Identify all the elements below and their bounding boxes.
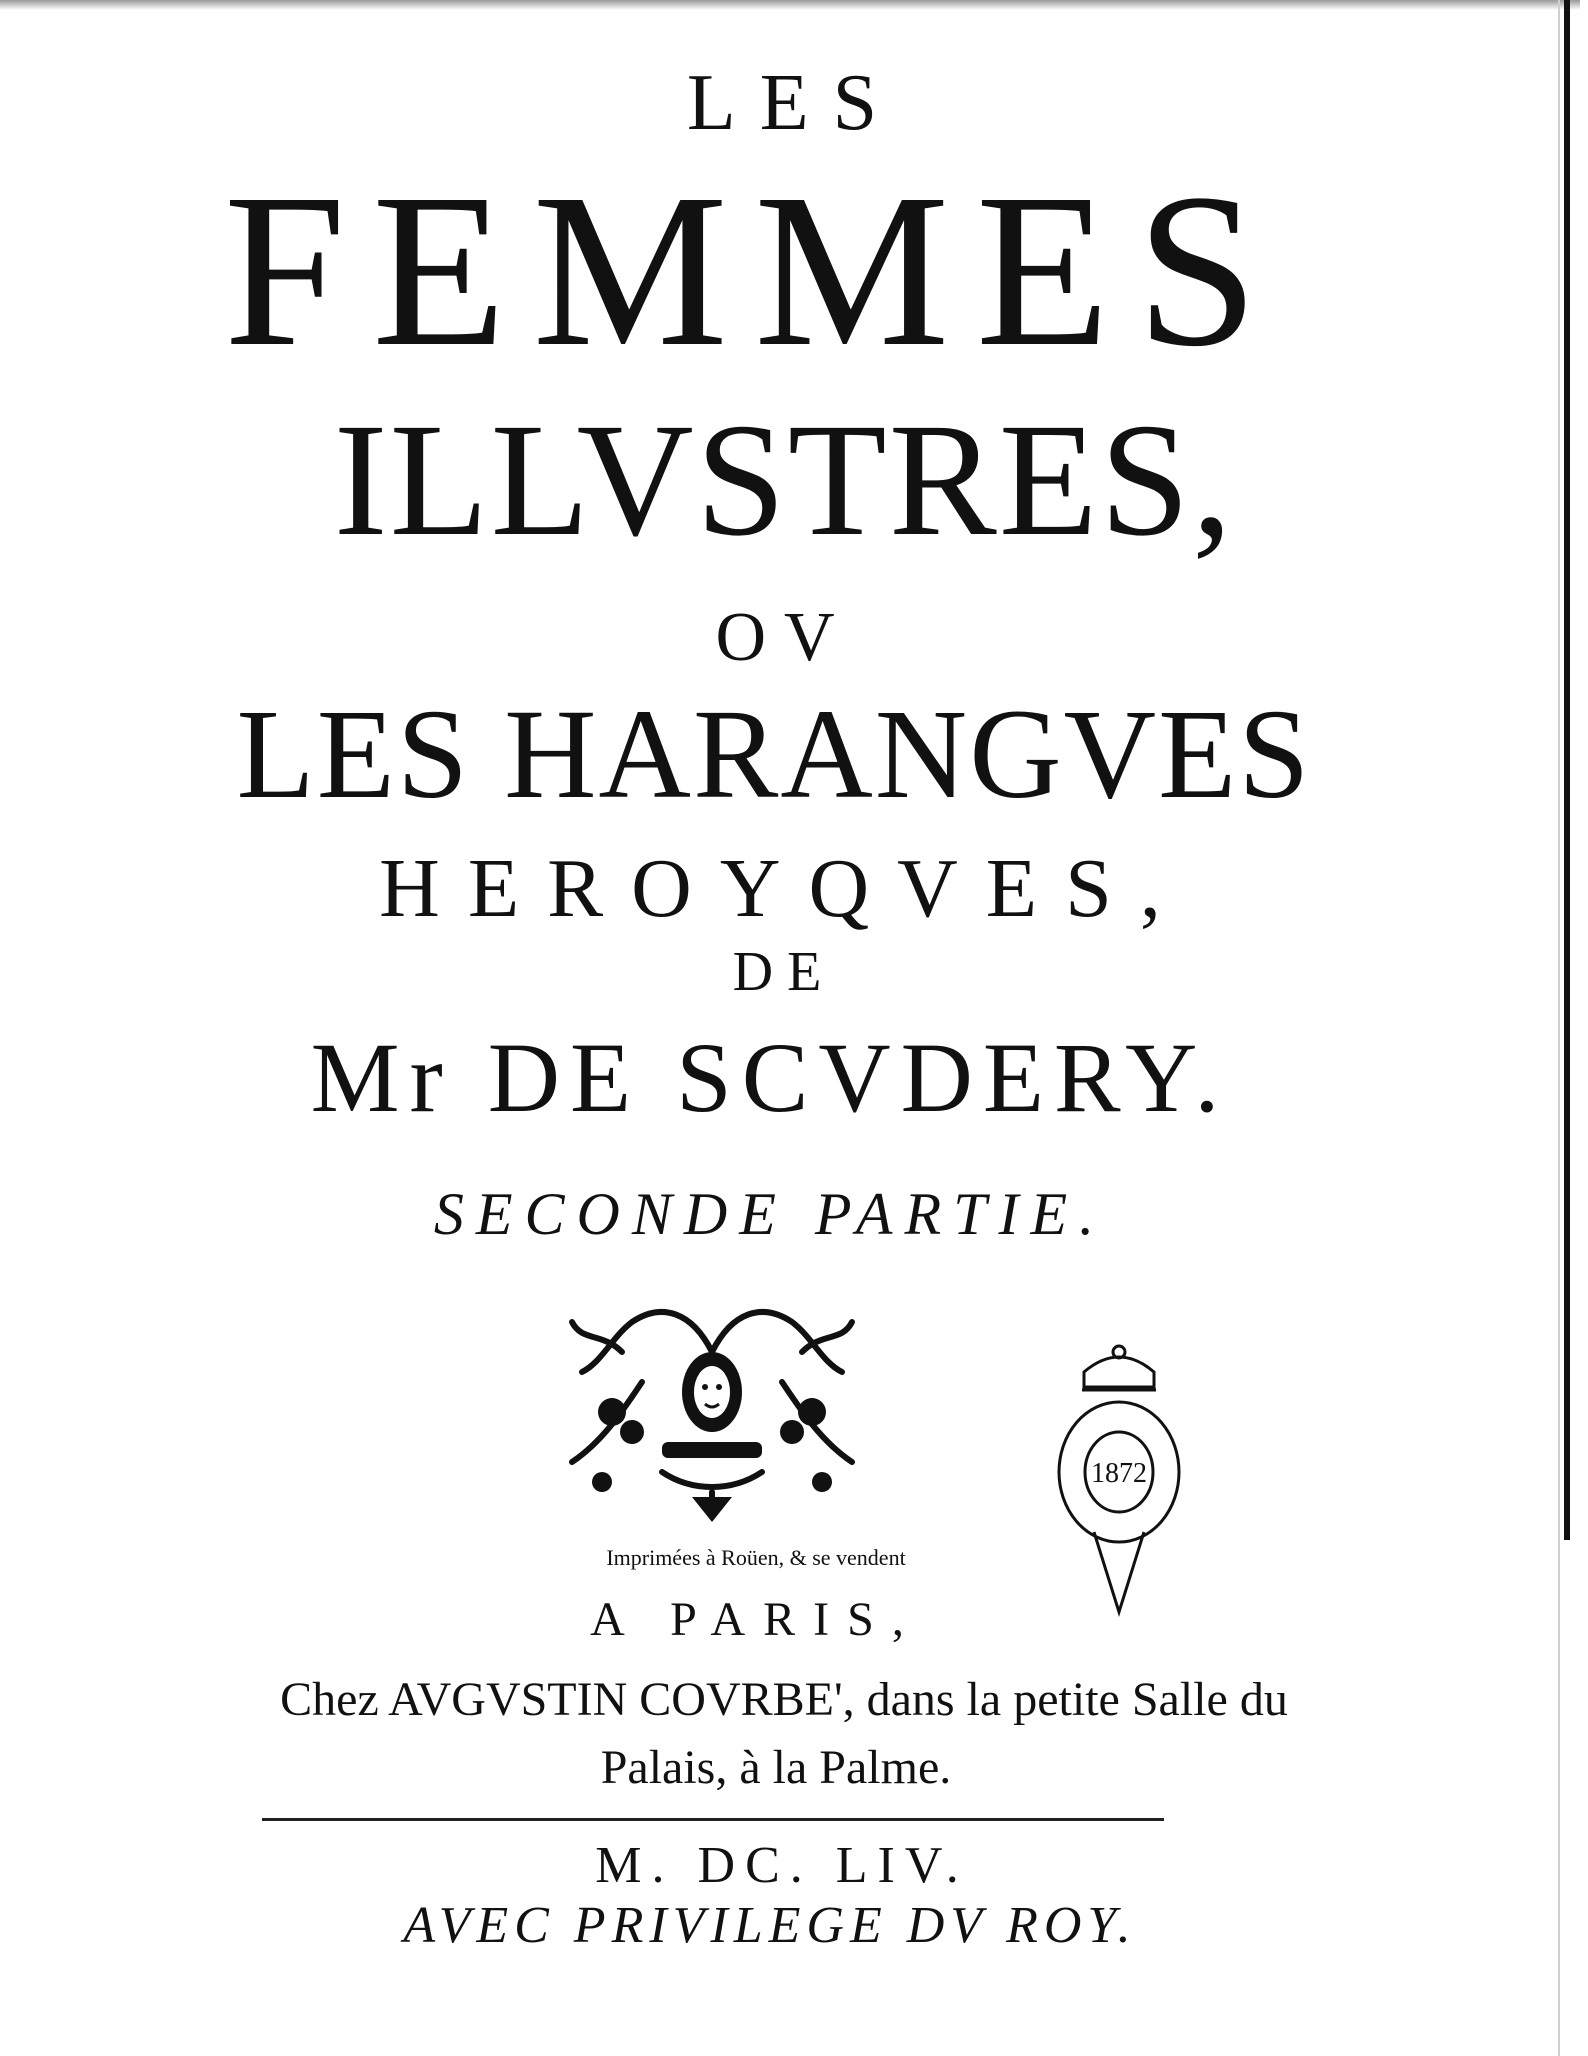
author-line: Mr DE SCVDERY.: [310, 1022, 1230, 1133]
divider-rule: [262, 1818, 1164, 1821]
printers-ornament-icon: [542, 1292, 882, 1522]
title-les: LES: [686, 59, 902, 147]
publication-year: M. DC. LIV.: [595, 1837, 969, 1894]
imprint-address: Palais, à la Palme.: [600, 1741, 952, 1794]
title-illustres: ILLVSTRES,: [333, 391, 1235, 570]
imprint-printed: Imprimées à Roüen, & se vendent: [606, 1545, 906, 1570]
library-stamp-icon: [1054, 1332, 1184, 1622]
title-harangues: LES HARANGVES: [236, 683, 1312, 825]
title-de: DE: [732, 941, 836, 1003]
part-line: SECONDE PARTIE.: [433, 1181, 1107, 1247]
imprint-city: A PARIS,: [590, 1593, 922, 1646]
stamp-number: 1872: [1091, 1458, 1147, 1489]
title-ou: OV: [715, 599, 853, 676]
imprint-publisher: Chez AVGVSTIN COVRBE', dans la petite Salle du: [280, 1673, 1288, 1726]
privilege-line: AVEC PRIVILEGE DV ROY.: [403, 1897, 1137, 1954]
title-heroyques: HEROYQVES,: [379, 842, 1189, 935]
top-edge-shadow: [0, 0, 1580, 10]
title-femmes: FEMMES: [223, 148, 1285, 392]
